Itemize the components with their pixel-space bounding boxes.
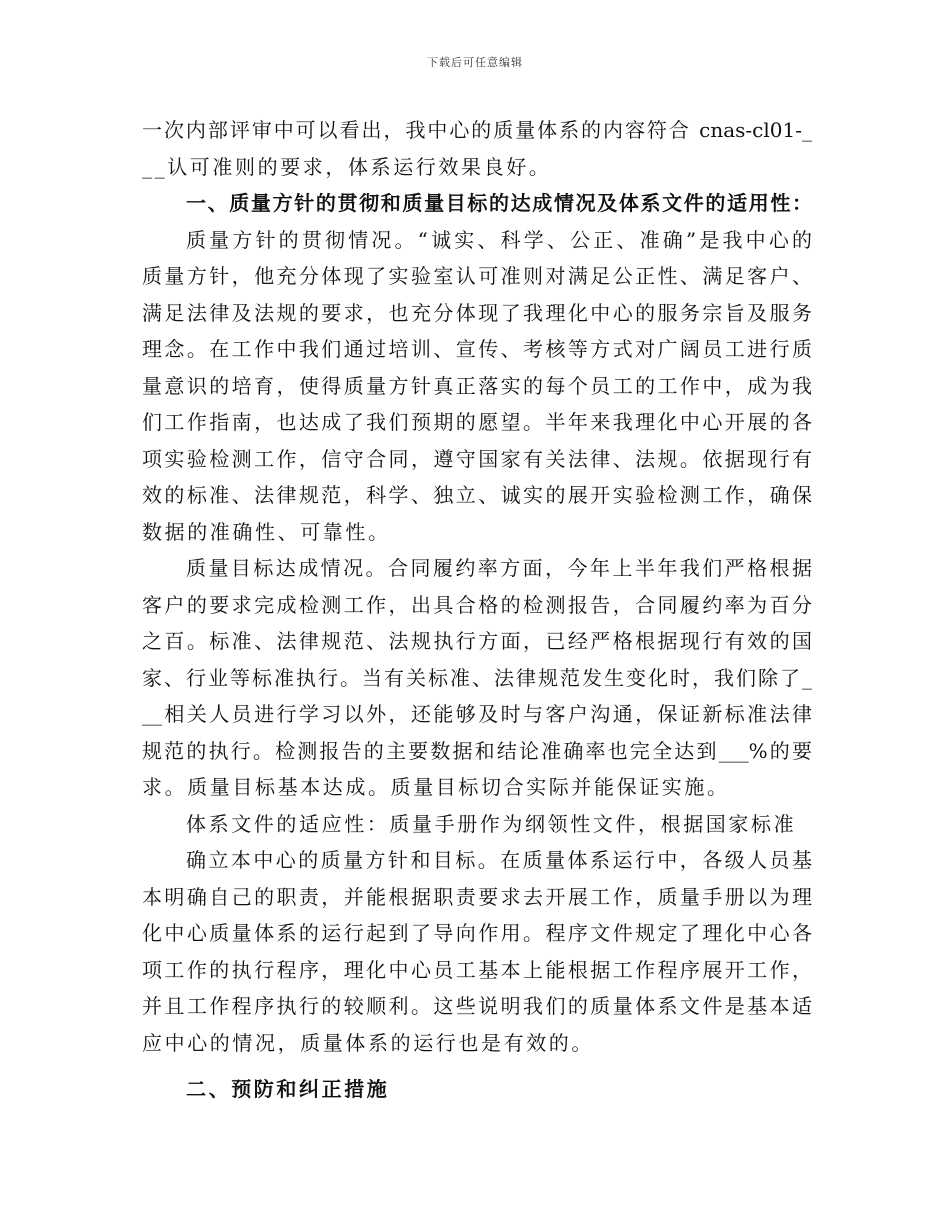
section-heading: 二、预防和纠正措施 — [186, 1077, 390, 1101]
text-line: 之百。标准、法律规范、法规执行方面，已经严格根据现行有效的国 — [142, 629, 812, 653]
text-line: 客户的要求完成检测工作，出具合格的检测报告，合同履约率为百分 — [142, 592, 812, 617]
text-line: 化中心质量体系的运行起到了导向作用。程序文件规定了理化中心各 — [142, 921, 812, 945]
text-line: 求。质量目标基本达成。质量目标切合实际并能保证实施。 — [142, 775, 730, 799]
text-line: 一次内部评审中可以看出，我中心的质量体系的内容符合 cnas-cl01-_ — [142, 118, 812, 142]
text-line: 并且工作程序执行的较顺利。这些说明我们的质量体系文件是基本适 — [142, 994, 812, 1018]
text-line: 数据的准确性、可靠性。 — [142, 519, 391, 544]
text-line: 项实验检测工作，信守合同，遵守国家有关法律、法规。依据现行有 — [142, 446, 812, 471]
text-line: 们工作指南，也达成了我们预期的愿望。半年来我理化中心开展的各 — [142, 410, 812, 434]
text-line: 确立本中心的质量方针和目标。在质量体系运行中，各级人员基 — [186, 848, 812, 872]
text-line: 量意识的培育，使得质量方针真正落实的每个员工的工作中，成为我 — [142, 373, 812, 398]
text-line: 质量方针的贯彻情况。“诚实、科学、公正、准确”是我中心的 — [186, 227, 812, 252]
text-line: 项工作的执行程序，理化中心员工基本上能根据工作程序展开工作， — [142, 957, 812, 982]
text-line: 体系文件的适应性：质量手册作为纲领性文件，根据国家标准 — [186, 811, 797, 836]
document-body — [142, 112, 812, 1108]
text-line: 满足法律及法规的要求，也充分体现了我理化中心的服务宗旨及服务 — [142, 300, 812, 325]
page-header: 下载后可任意编辑 — [427, 56, 523, 69]
text-line: 应中心的情况，质量体系的运行也是有效的。 — [142, 1030, 594, 1055]
text-line: 家、行业等标准执行。当有关标准、法律规范发生变化时，我们除了_ — [142, 665, 812, 690]
text-line: 本明确自己的职责，并能根据职责要求去开展工作，质量手册以为理 — [142, 884, 812, 909]
text-line: 质量目标达成情况。合同履约率方面，今年上半年我们严格根据 — [186, 556, 812, 580]
text-line: 理念。在工作中我们通过培训、宣传、考核等方式对广阔员工进行质 — [142, 337, 812, 361]
text-line: 质量方针，他充分体现了实验室认可准则对满足公正性、满足客户、 — [142, 264, 812, 288]
text-line: __相关人员进行学习以外，还能够及时与客户沟通，保证新标准法律 — [142, 702, 812, 726]
text-line: 规范的执行。检测报告的主要数据和结论准确率也完全达到___%的要 — [142, 738, 812, 763]
section-heading: 一、质量方针的贯彻和质量目标的达成情况及体系文件的适用性： — [186, 191, 812, 215]
text-line: 效的标准、法律规范，科学、独立、诚实的展开实验检测工作，确保 — [142, 483, 812, 507]
text-line: __认可准则的要求，体系运行效果良好。 — [142, 154, 552, 179]
